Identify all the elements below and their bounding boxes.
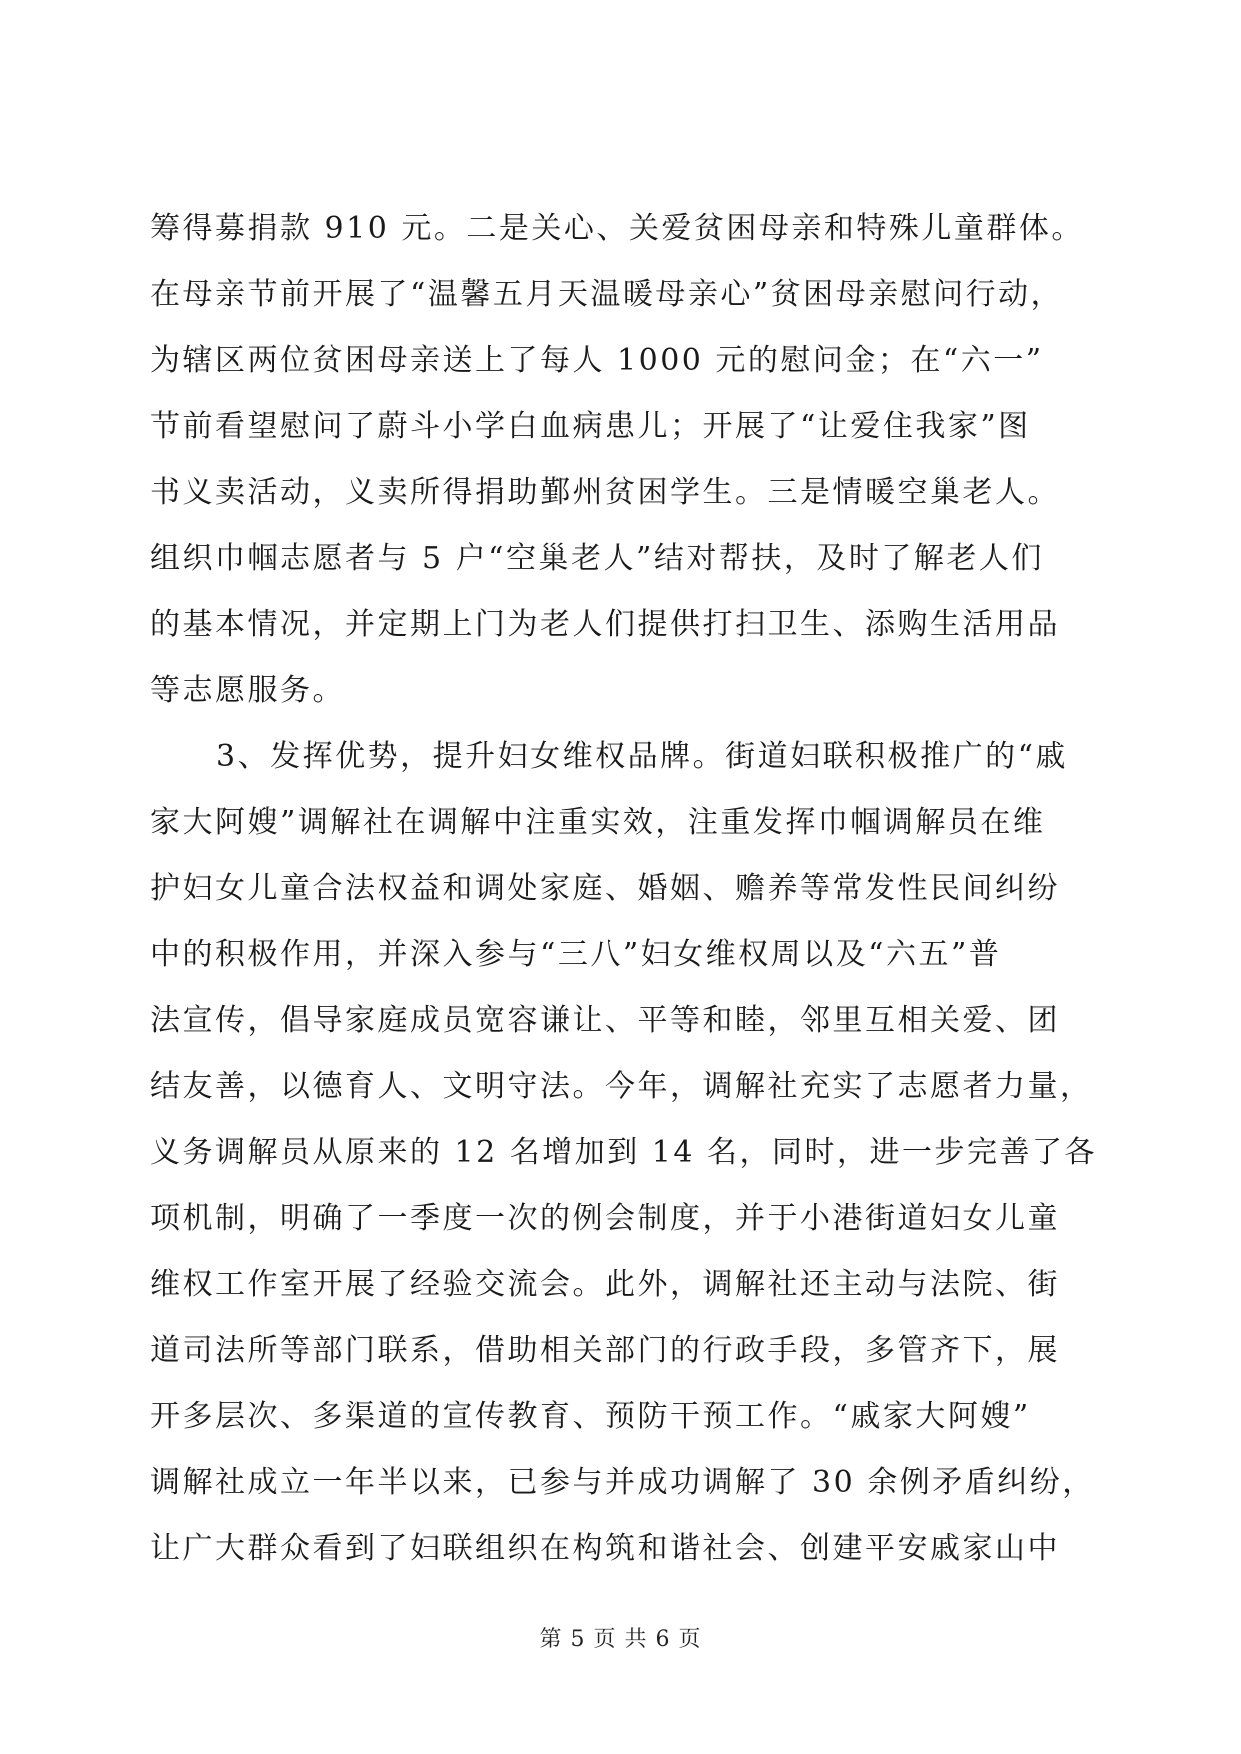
text-line: 结友善，以德育人、文明守法。今年，调解社充实了志愿者力量，	[150, 1069, 1093, 1104]
text-line: 义务调解员从原来的 12 名增加到 14 名，同时，进一步完善了各	[150, 1135, 1097, 1170]
body-text	[150, 196, 1097, 1582]
page-footer: 第 5 页 共 6 页	[539, 1627, 702, 1652]
text-line: 维权工作室开展了经验交流会。此外，调解社还主动与法院、街	[150, 1267, 1060, 1302]
text-line: 为辖区两位贫困母亲送上了每人 1000 元的慰问金；在“六一”	[150, 343, 1044, 378]
text-line: 调解社成立一年半以来，已参与并成功调解了 30 余例矛盾纠纷，	[150, 1465, 1095, 1500]
text-line: 项机制，明确了一季度一次的例会制度，并于小港街道妇女儿童	[150, 1201, 1060, 1236]
text-line: 开多层次、多渠道的宣传教育、预防干预工作。“戚家大阿嫂”	[150, 1399, 1031, 1434]
text-line: 让广大群众看到了妇联组织在构筑和谐社会、创建平安戚家山中	[150, 1531, 1060, 1566]
text-line: 护妇女儿童合法权益和调处家庭、婚姻、赡养等常发性民间纠纷	[150, 871, 1060, 906]
paragraph-heading-line: 3、发挥优势，提升妇女维权品牌。街道妇联积极推广的“戚	[216, 739, 1068, 774]
text-line: 中的积极作用，并深入参与“三八”妇女维权周以及“六五”普	[150, 937, 1002, 972]
text-line: 组织巾帼志愿者与 5 户“空巢老人”结对帮扶，及时了解老人们	[150, 541, 1044, 576]
text-line: 家大阿嫂”调解社在调解中注重实效，注重发挥巾帼调解员在维	[150, 805, 1046, 840]
text-line: 在母亲节前开展了“温馨五月天温暖母亲心”贫困母亲慰问行动，	[150, 277, 1064, 312]
text-line: 的基本情况，并定期上门为老人们提供打扫卫生、添购生活用品	[150, 607, 1060, 642]
text-line: 道司法所等部门联系，借助相关部门的行政手段，多管齐下，展	[150, 1333, 1060, 1368]
text-line: 筹得募捐款 910 元。二是关心、关爱贫困母亲和特殊儿童群体。	[150, 211, 1084, 246]
text-line: 法宣传，倡导家庭成员宽容谦让、平等和睦，邻里互相关爱、团	[150, 1003, 1060, 1038]
text-line: 节前看望慰问了蔚斗小学白血病患儿；开展了“让爱住我家”图	[150, 409, 1031, 444]
text-line: 等志愿服务。	[150, 673, 345, 708]
text-line: 书义卖活动，义卖所得捐助鄞州贫困学生。三是情暖空巢老人。	[150, 475, 1060, 510]
